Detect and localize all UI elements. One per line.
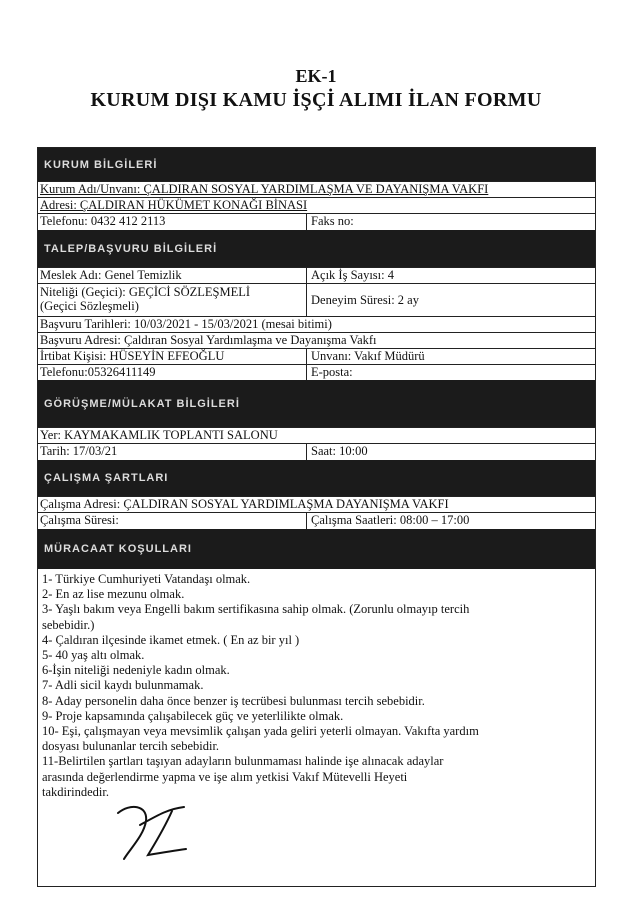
- requirement-line: 3- Yaşlı bakım veya Engelli bakım sertifikasına sahip olmak. (Zorunlu olmayıp tercih: [42, 602, 470, 617]
- requirement-line: sebebidir.): [42, 617, 95, 632]
- row-iletisim: [38, 364, 595, 380]
- work-duration: Çalışma Süresi:: [40, 513, 119, 527]
- qualification: [38, 284, 306, 316]
- section-header-calisma: ÇALIŞMA ŞARTLARI: [38, 460, 595, 496]
- row-kurum-adres: [38, 197, 595, 213]
- experience: Deneyim Süresi: 2 ay: [306, 284, 595, 316]
- kurum-phone: Telefonu: 0432 412 2113: [40, 214, 166, 228]
- annex-label: EK-1: [295, 66, 337, 86]
- contact-email: E-posta:: [306, 365, 595, 380]
- signature: [110, 795, 220, 875]
- contact-phone: Telefonu:05326411149: [40, 365, 156, 379]
- occupation: Meslek Adı: Genel Temizlik: [40, 268, 182, 282]
- section-header-muracaat: MÜRACAAT KOŞULLARI: [38, 529, 595, 569]
- qualification-line2: (Geçici Sözleşmeli): [40, 299, 139, 313]
- application-address: Başvuru Adresi: Çaldıran Sosyal Yardımlaşma ve Dayanışma Vakfı: [40, 333, 377, 347]
- requirement-line: 7- Adli sicil kaydı bulunmamak.: [42, 678, 204, 693]
- requirements-list: [42, 572, 592, 800]
- row-meslek: [38, 267, 595, 283]
- requirement-line: arasında değerlendirme yapma ve işe alım yetkisi Vakıf Mütevelli Heyeti: [42, 769, 408, 784]
- row-tarihler: [38, 316, 595, 332]
- row-basvuru-adres: [38, 332, 595, 348]
- row-tarih-saat: [38, 443, 595, 460]
- row-kurum-telefon: [38, 213, 595, 230]
- application-dates: Başvuru Tarihleri: 10/03/2021 - 15/03/2021 (mesai bitimi): [40, 317, 332, 331]
- section-header-kurum: KURUM BİLGİLERİ: [38, 148, 595, 181]
- requirement-line: 5- 40 yaş altı olmak.: [42, 648, 145, 663]
- kurum-name: Kurum Adı/Unvanı: ÇALDIRAN SOSYAL YARDIMLAŞMA VE DAYANIŞMA VAKFI: [40, 182, 489, 196]
- requirement-line: 8- Aday personelin daha önce benzer iş tecrübesi bulunması tercih sebebidir.: [42, 693, 425, 708]
- work-hours: Çalışma Saatleri: 08:00 – 17:00: [306, 513, 595, 529]
- row-nitelik: [38, 283, 595, 316]
- requirement-line: dosyası bulunanlar tercih sebebidir.: [42, 739, 220, 754]
- requirement-line: 11-Belirtilen şartları taşıyan adayların bulunmaması halinde işe alınacak adaylar: [42, 754, 444, 769]
- requirement-line: 9- Proje kapsamında çalışabilecek güç ve yeterlilikte olmak.: [42, 708, 344, 723]
- row-calisma-sure: [38, 512, 595, 529]
- contact-person: İrtibat Kişisi: HÜSEYİN EFEOĞLU: [40, 349, 225, 363]
- section-header-gorusme: GÖRÜŞME/MÜLAKAT BİLGİLERİ: [38, 380, 595, 427]
- row-kurum-ad: [38, 181, 595, 197]
- qualification-line1: Niteliği (Geçici): GEÇİCİ SÖZLEŞMELİ: [40, 285, 251, 299]
- open-positions: Açık İş Sayısı: 4: [306, 268, 595, 283]
- interview-date: Tarih: 17/03/21: [40, 444, 118, 458]
- work-address: Çalışma Adresi: ÇALDIRAN SOSYAL YARDIMLAŞMA DAYANIŞMA VAKFI: [40, 497, 449, 511]
- section-header-talep: TALEP/BAŞVURU BİLGİLERİ: [38, 230, 595, 267]
- requirement-line: 1- Türkiye Cumhuriyeti Vatandaşı olmak.: [42, 572, 251, 586]
- interview-time: Saat: 10:00: [306, 444, 595, 460]
- requirement-line: takdirindedir.: [42, 784, 109, 799]
- kurum-address: Adresi: ÇALDIRAN HÜKÜMET KONAĞI BİNASI: [40, 198, 308, 212]
- form-title: KURUM DIŞI KAMU İŞÇİ ALIMI İLAN FORMU: [90, 89, 542, 111]
- announcement-form: [37, 147, 596, 887]
- requirement-line: 4- Çaldıran ilçesinde ikamet etmek. ( En az bir yıl ): [42, 632, 300, 647]
- contact-title: Unvanı: Vakıf Müdürü: [306, 349, 595, 364]
- row-irtibat: [38, 348, 595, 364]
- requirement-line: 6-İşin niteliği nedeniyle kadın olmak.: [42, 663, 230, 678]
- kurum-fax: Faks no:: [306, 214, 595, 230]
- row-yer: [38, 427, 595, 443]
- interview-place: Yer: KAYMAKAMLIK TOPLANTI SALONU: [40, 428, 278, 442]
- row-calisma-adres: [38, 496, 595, 512]
- requirement-line: 2- En az lise mezunu olmak.: [42, 587, 185, 602]
- requirement-line: 10- Eşi, çalışmayan veya mevsimlik çalışan yada geliri yeterli olmayan. Vakıfta yardım: [42, 724, 479, 739]
